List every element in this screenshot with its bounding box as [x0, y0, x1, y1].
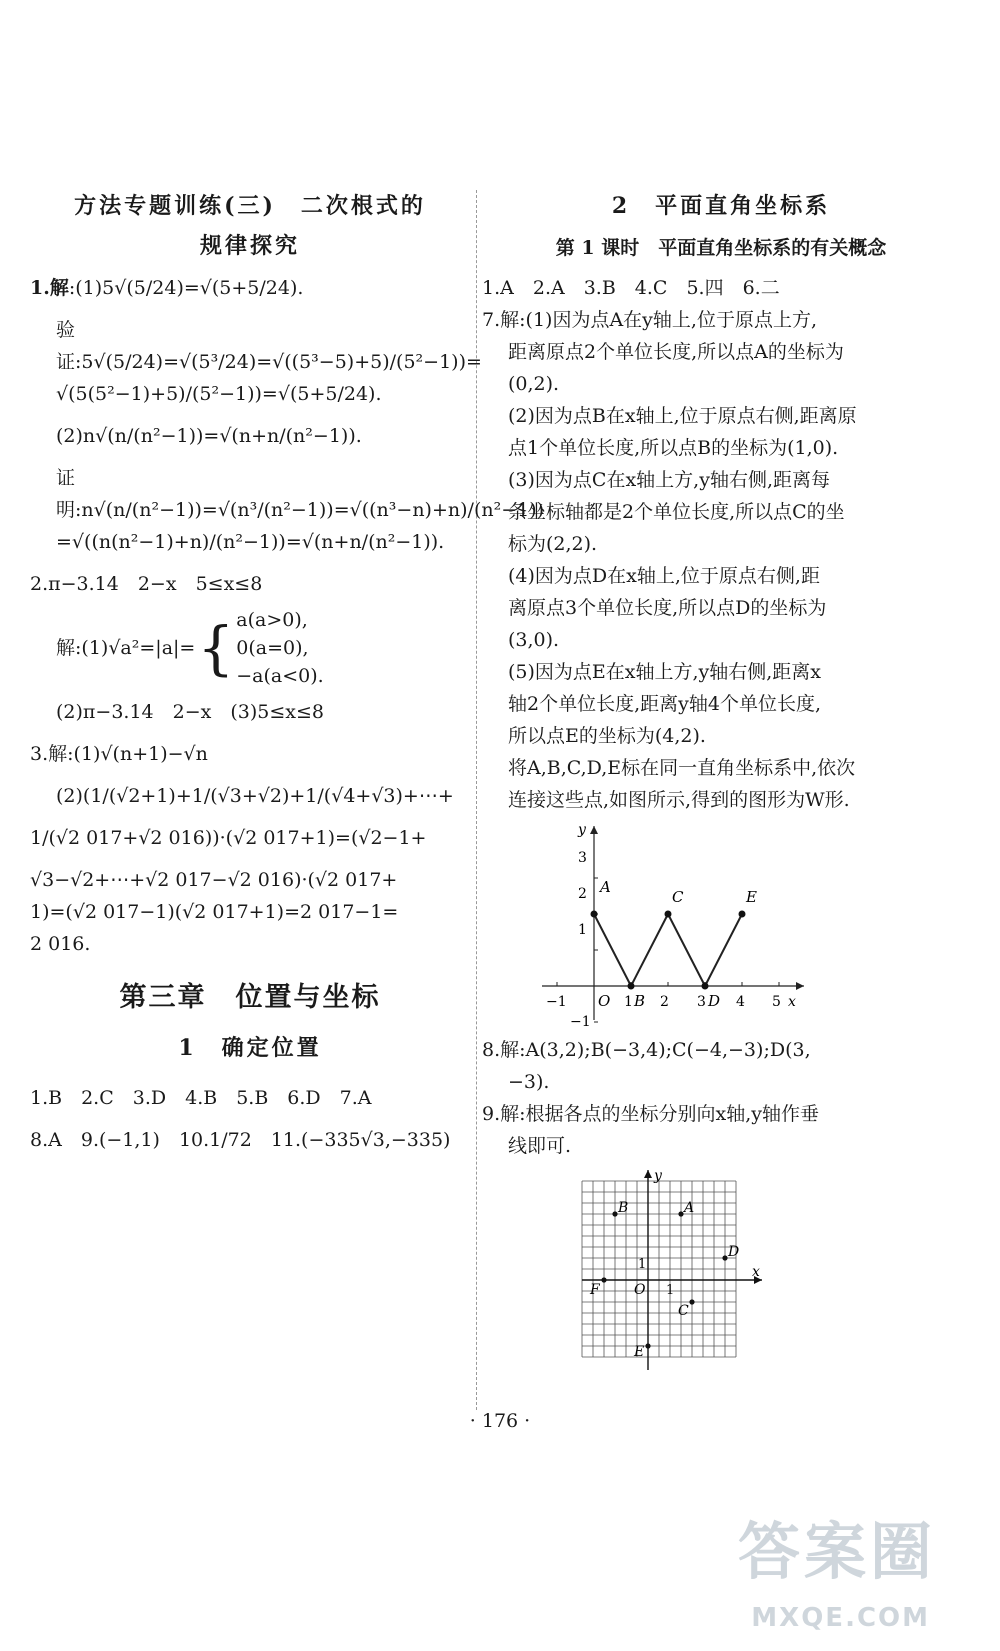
w-point-label-B: B [634, 992, 646, 1010]
grid-point-F [601, 1277, 606, 1282]
q3-line4: 1)=(√2 017−1)(√2 017+1)=2 017−1= [30, 901, 399, 923]
grid-y-arrow-icon [644, 1170, 652, 1178]
left-section-title-1: 方法专题训练(三) 二次根式的 [74, 193, 426, 219]
q1-part1: 1.解:(1)5√(5/24)=√(5+5/24). [30, 277, 304, 299]
q7-1b: 距离原点2个单位长度,所以点A的坐标为 [508, 341, 844, 363]
grid-label-1x: 1 [666, 1283, 675, 1298]
lesson-title: 第 1 课时 平面直角坐标系的有关概念 [555, 237, 887, 259]
w-y-arrow-icon [590, 826, 598, 834]
w-x-arrow-icon [796, 982, 804, 990]
q7-1c: (0,2). [508, 373, 560, 395]
w-xlabel-4: 4 [736, 994, 745, 1010]
w-shape-line [594, 914, 742, 986]
q7-3: (3)因为点C在x轴上方,y轴右侧,距离每 [508, 469, 830, 491]
w-point-C [665, 911, 672, 918]
q2-part2: (2)π−3.14 2−x (3)5≤x≤8 [56, 701, 324, 723]
q1-proof: 证明:n√(n/(n²−1))=√(n³/(n²−1))=√((n³−n)+n)/(n²−1)) [56, 467, 545, 521]
grid-point-label-D: D [728, 1244, 740, 1260]
q7-3c: 标为(2,2). [508, 533, 598, 555]
w-ylabel-y: y [578, 822, 586, 838]
w-point-label-D: D [708, 992, 721, 1010]
q7-2b: 点1个单位长度,所以点B的坐标为(1,0). [508, 437, 839, 459]
brace-icon: { [197, 614, 235, 682]
w-xlabel-x: x [788, 994, 796, 1010]
q1-verify-2: √(5(5²−1)+5)/(5²−1))=√(5+5/24). [56, 383, 382, 405]
grid-graph [582, 1170, 772, 1370]
grid-point-A [678, 1211, 683, 1216]
w-point-label-E: E [746, 888, 757, 906]
q2-line: 2.π−3.14 2−x 5≤x≤8 [30, 573, 263, 595]
w-xlabel-neg1: −1 [546, 994, 567, 1010]
q8b: −3). [508, 1071, 550, 1093]
q7-5b: 轴2个单位长度,距离y轴4个单位长度, [508, 693, 821, 715]
w-ylabel-2: 2 [578, 886, 587, 902]
right-section-title: 2 平面直角坐标系 [611, 193, 831, 219]
q1-part2: (2)n√(n/(n²−1))=√(n+n/(n²−1)). [56, 425, 362, 447]
right-answers-line: 1.A 2.A 3.B 4.C 5.四 6.二 [482, 277, 780, 299]
w-point-A [591, 911, 598, 918]
sub-section-title: 1 确定位置 [178, 1035, 322, 1061]
grid-label-x: x [752, 1264, 760, 1280]
watermark-logo: 答案圈 [737, 1515, 936, 1588]
q7-1: 7.解:(1)因为点A在y轴上,位于原点上方, [482, 309, 817, 331]
answers-line1: 1.B 2.C 3.D 4.B 5.B 6.D 7.A [30, 1087, 372, 1109]
w-ylabel-neg1: −1 [570, 1014, 591, 1030]
w-shape-graph [542, 820, 842, 1030]
w-point-D [702, 983, 709, 990]
watermark-url: MXQE.COM [751, 1603, 930, 1633]
w-xlabel-O: O [598, 992, 611, 1010]
answers-line2: 8.A 9.(−1,1) 10.1/72 11.(−335√3,−335) [30, 1129, 451, 1151]
w-point-label-A: A [600, 878, 611, 896]
grid-point-label-E: E [634, 1344, 645, 1360]
grid-point-label-F: F [590, 1282, 600, 1298]
q1-proof-2: =√((n(n²−1)+n)/(n²−1))=√(n+n/(n²−1)). [56, 531, 445, 553]
q7-6: 将A,B,C,D,E标在同一直角坐标系中,依次 [508, 757, 856, 779]
grid-point-label-B: B [618, 1200, 629, 1216]
w-xlabel-2: 2 [660, 994, 669, 1010]
q2-solution-prefix: 解:(1)√a²=|a|= [56, 637, 196, 659]
q1-verify: 验证:5√(5/24)=√(5³/24)=√((5³−5)+5)/(5²−1))= [56, 319, 482, 373]
q3-line5: 2 016. [30, 933, 91, 955]
grid-label-y: y [654, 1168, 662, 1184]
q7-6b: 连接这些点,如图所示,得到的图形为W形. [508, 789, 850, 811]
w-xlabel-5: 5 [772, 994, 781, 1010]
w-point-E [739, 911, 746, 918]
grid-point-label-A: A [684, 1200, 695, 1216]
grid-point-C [689, 1299, 694, 1304]
grid-point-B [612, 1211, 617, 1216]
chapter-title: 第三章 位置与坐标 [119, 982, 381, 1013]
w-ylabel-1: 1 [578, 922, 587, 938]
q2-cases: a(a>0), 0(a=0), −a(a<0). [236, 609, 324, 687]
w-point-label-C: C [672, 888, 684, 906]
q7-4b: 离原点3个单位长度,所以点D的坐标为 [508, 597, 827, 619]
grid-point-D [722, 1255, 727, 1260]
q2-solution [30, 606, 470, 690]
q7-4c: (3,0). [508, 629, 560, 651]
q7-5: (5)因为点E在x轴上方,y轴右侧,距离x [508, 661, 822, 683]
right-column [482, 190, 960, 1370]
left-section-title-2: 规律探究 [199, 233, 300, 259]
grid-point-label-C: C [678, 1303, 689, 1319]
w-ylabel-3: 3 [578, 850, 587, 866]
q3-line1: (2)(1/(√2+1)+1/(√3+√2)+1/(√4+√3)+⋯+ [56, 785, 454, 807]
q7-3b: 条坐标轴都是2个单位长度,所以点C的坐 [508, 501, 845, 523]
grid-label-1y: 1 [638, 1257, 647, 1272]
q3-line3: √3−√2+⋯+√2 017−√2 016)·(√2 017+ [30, 869, 398, 891]
q7-2: (2)因为点B在x轴上,位于原点右侧,距离原 [508, 405, 857, 427]
q8: 8.解:A(3,2);B(−3,4);C(−4,−3);D(3, [482, 1039, 811, 1061]
q9: 9.解:根据各点的坐标分别向x轴,y轴作垂 [482, 1103, 820, 1125]
q3-line2: 1/(√2 017+√2 016))·(√2 017+1)=(√2−1+ [30, 827, 427, 849]
w-point-B [628, 983, 635, 990]
w-xlabel-3: 3 [697, 994, 706, 1010]
q7-4: (4)因为点D在x轴上,位于原点右侧,距 [508, 565, 820, 587]
page-number: · 176 · [469, 1410, 531, 1432]
q7-5c: 所以点E的坐标为(4,2). [508, 725, 706, 747]
grid-label-O: O [634, 1282, 646, 1298]
grid-point-E [645, 1343, 650, 1348]
q3-part1: 3.解:(1)√(n+1)−√n [30, 743, 208, 765]
q9b: 线即可. [508, 1135, 572, 1157]
w-xlabel-1: 1 [624, 994, 633, 1010]
